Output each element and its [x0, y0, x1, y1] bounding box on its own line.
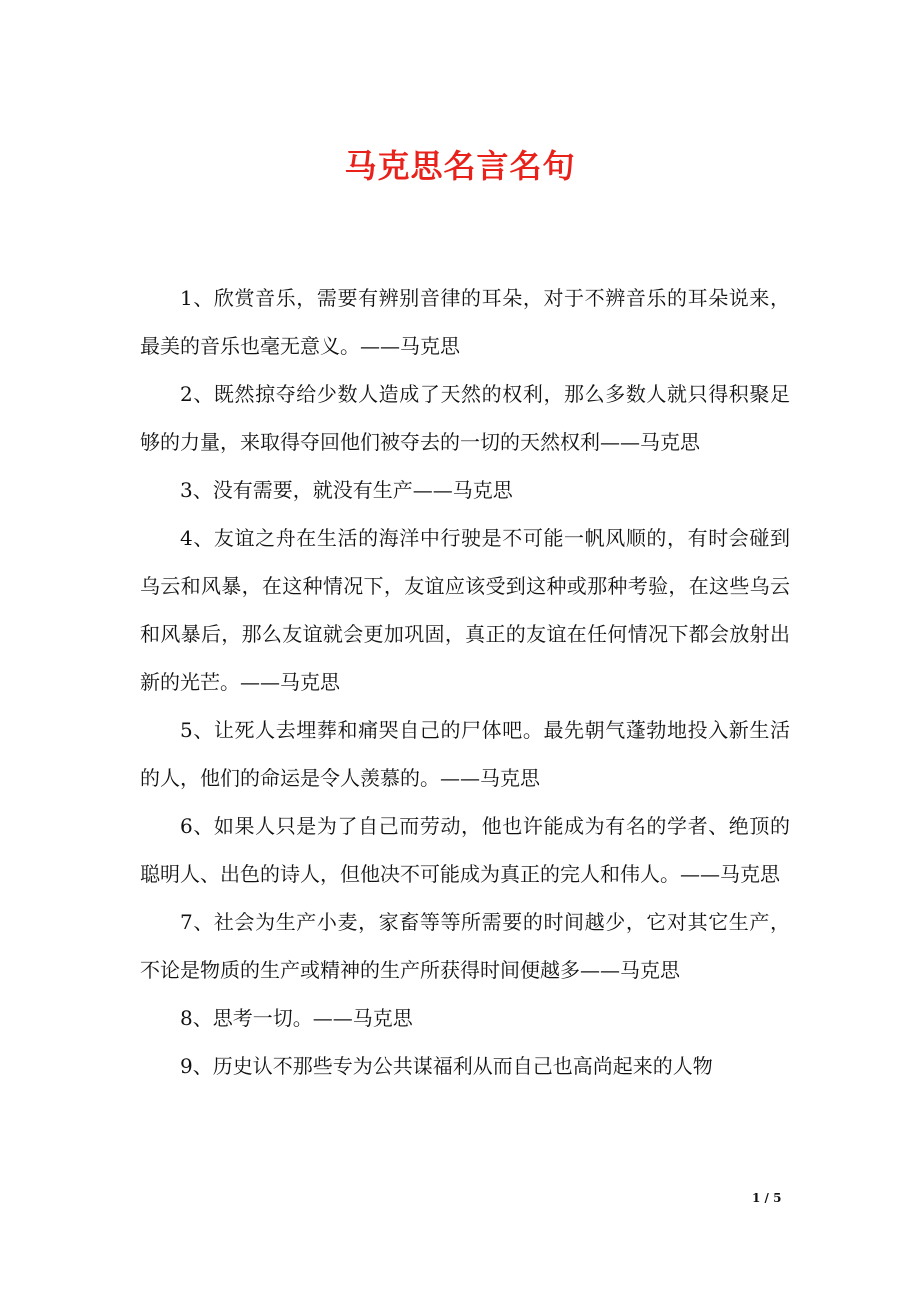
quote-paragraph-8: 8、思考一切。——马克思 — [180, 1006, 413, 1030]
document-title: 马克思名言名句 — [344, 147, 576, 185]
quote-paragraph-2: 2、既然掠夺给少数人造成了天然的权利，那么多数人就只得积聚足够的力量，来取得夺回他们被夺去的一切的天然权利——马克思 — [140, 382, 790, 454]
quote-paragraph-6: 6、如果人只是为了自己而劳动，他也许能成为有名的学者、绝顶的聪明人、出色的诗人，但他决不可能成为真正的完人和伟人。——马克思 — [140, 814, 790, 886]
quote-paragraph-9: 9、历史认不那些专为公共谋福利从而自己也高尚起来的人物 — [180, 1054, 713, 1078]
quote-paragraph-1: 1、欣赏音乐，需要有辨别音律的耳朵，对于不辨音乐的耳朵说来，最美的音乐也毫无意义。——马克思 — [140, 286, 790, 358]
quote-paragraph-7: 7、社会为生产小麦，家畜等等所需要的时间越少，它对其它生产，不论是物质的生产或精神的生产所获得时间便越多——马克思 — [140, 910, 790, 982]
quote-paragraph-5: 5、让死人去埋葬和痛哭自己的尸体吧。最先朝气蓬勃地投入新生活的人，他们的命运是令人羡慕的。——马克思 — [140, 718, 790, 790]
document-body — [140, 274, 790, 1090]
quote-paragraph-3: 3、没有需要，就没有生产——马克思 — [180, 478, 513, 502]
quote-paragraph-4: 4、友谊之舟在生活的海洋中行驶是不可能一帆风顺的，有时会碰到乌云和风暴，在这种情况下，友谊应该受到这种或那种考验，在这些乌云和风暴后，那么友谊就会更加巩固，真正的友谊在任何情况下都会放射出新的光芒。——马克思 — [140, 526, 790, 694]
page-number: 1 / 5 — [752, 1191, 782, 1205]
